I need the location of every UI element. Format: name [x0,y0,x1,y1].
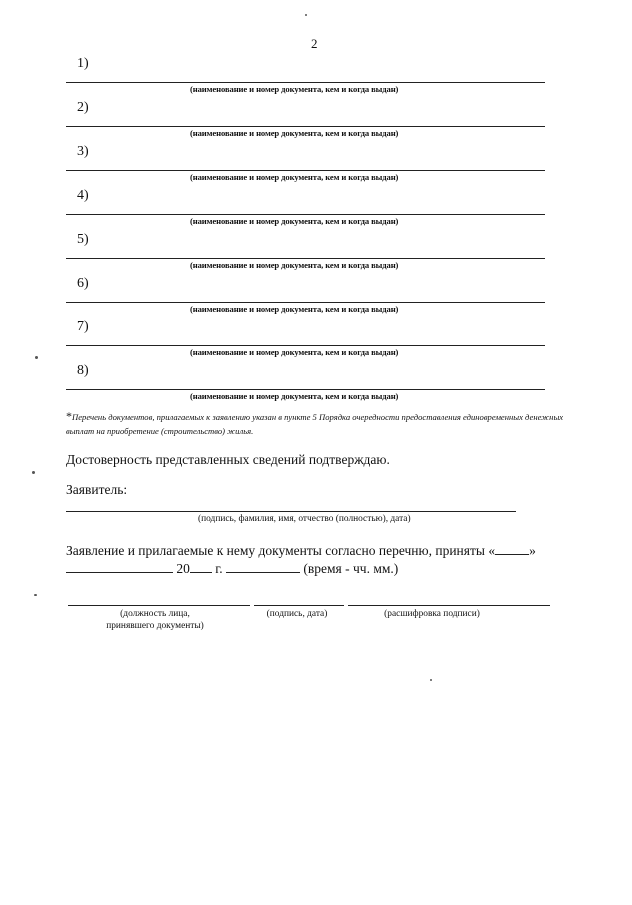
document-row [0,56,632,100]
document-row [0,188,632,232]
applicant-signature-line[interactable] [66,511,516,512]
row-caption: (наименование и номер документа, кем и когда выдан) [190,347,399,357]
row-number: 2) [77,100,89,115]
footnote-marker: * [66,409,72,423]
decryption-caption: (расшифровка подписи) [384,609,480,619]
row-number: 1) [77,56,89,71]
document-entry-line[interactable] [66,214,545,215]
row-caption: (наименование и номер документа, кем и когда выдан) [190,172,399,182]
document-row [0,319,632,363]
document-row [0,144,632,188]
time-label: (время - чч. мм.) [303,561,399,576]
time-field[interactable] [226,560,300,573]
month-field[interactable] [66,560,173,573]
acceptance-statement-text: Заявление и прилагаемые к нему документы согласно перечню, приняты « [66,543,496,558]
row-caption: (наименование и номер документа, кем и когда выдан) [190,304,399,314]
document-row [0,232,632,276]
position-line[interactable] [68,605,250,606]
row-number: 6) [77,276,89,291]
scan-speck [34,594,37,596]
decryption-line[interactable] [348,605,550,606]
row-caption: (наименование и номер документа, кем и когда выдан) [190,391,399,401]
document-entry-line[interactable] [66,345,545,346]
scan-speck [305,14,307,16]
acceptance-statement [66,542,573,559]
year-prefix: 20 [176,561,190,576]
day-field[interactable] [495,542,529,555]
row-caption: (наименование и номер документа, кем и когда выдан) [190,260,399,270]
year-field[interactable] [190,560,212,573]
document-entry-line[interactable] [66,82,545,83]
scan-speck [430,679,432,681]
footnote-text: Перечень документов, прилагаемых к заявлению указан в пункте 5 Порядка очередности предоставления единовременных денежных выплат на приобретение (строительство) жилья. [66,412,564,436]
acceptance-date-row [66,560,398,577]
row-number: 7) [77,319,89,334]
row-number: 5) [77,232,89,247]
row-number: 4) [77,188,89,203]
row-caption: (наименование и номер документа, кем и когда выдан) [190,128,399,138]
document-entry-line[interactable] [66,258,545,259]
row-caption: (наименование и номер документа, кем и когда выдан) [190,216,399,226]
document-row [0,100,632,144]
applicant-signature-caption: (подпись, фамилия, имя, отчество (полностью), дата) [198,514,411,524]
footnote [66,409,576,438]
signature-line[interactable] [254,605,344,606]
row-caption: (наименование и номер документа, кем и когда выдан) [190,84,399,94]
year-suffix: г. [215,561,223,576]
document-entry-line[interactable] [66,389,545,390]
document-row [0,363,632,407]
applicant-label: Заявитель: [66,482,128,497]
confirmation-text: Достоверность представленных сведений подтверждаю. [66,452,390,467]
scan-speck [32,471,35,474]
position-caption: (должность лица, принявшего документы) [106,609,204,631]
row-number: 3) [77,144,89,159]
document-entry-line[interactable] [66,170,545,171]
page-number: 2 [311,36,318,51]
document-entry-line[interactable] [66,126,545,127]
scan-speck [35,356,38,359]
closing-quote: » [529,543,536,558]
document-row [0,276,632,320]
row-number: 8) [77,363,89,378]
signature-caption: (подпись, дата) [266,609,328,619]
document-entry-line[interactable] [66,302,545,303]
